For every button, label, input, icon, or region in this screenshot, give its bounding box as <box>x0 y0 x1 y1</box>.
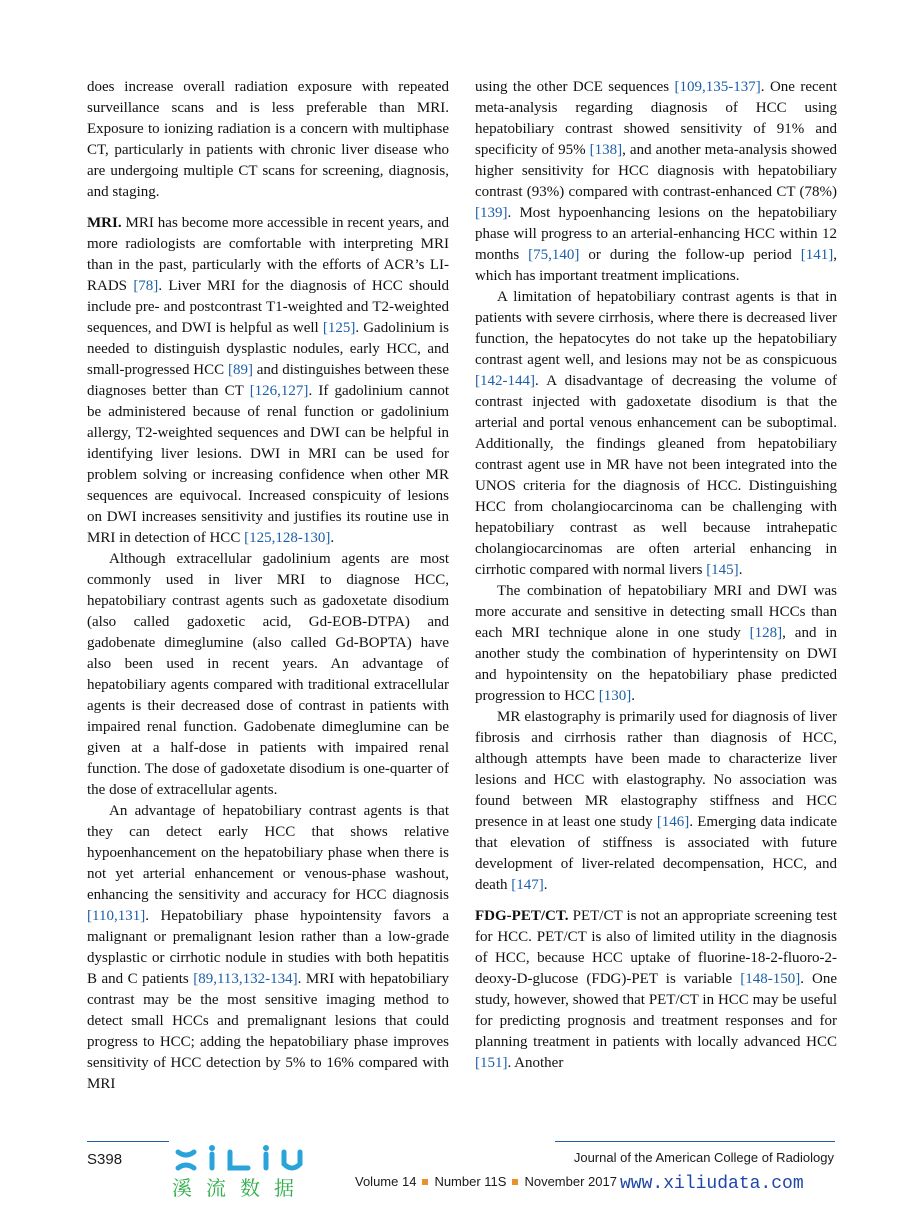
body-text: . A disadvantage of decreasing the volume of contrast injected with gadoxetate disodium is that the arterial and portal venous enhancement can be suboptimal. Additionally, the findings gleaned from hepatobiliary contrast agent use in MR have not been integrated into the UNOS criteria for the diagnosis of HCC. Distinguishing HCC from cholangiocarcinoma can be challenging with hepatobiliary contrast as well because intrahepatic cholangiocarcinomas are often arterial enhancing in cirrhotic compared with normal livers <box>475 373 837 578</box>
citation-link[interactable]: [130] <box>598 688 632 704</box>
right-column <box>475 77 837 1074</box>
body-text: An advantage of hepatobiliary contrast agents is that they can detect early HCC that shows relative hypoenhancement on the hepatobiliary phase when there is not yet arterial enhancement or venous-phase washout, enhancing the sensitivity and accuracy for HCC diagnosis <box>87 803 449 903</box>
body-text: . Gadolinium is needed to distinguish dysplastic nodules, early HCC, and small-progressed HCC <box>87 320 449 378</box>
body-text: MR elastography is primarily used for diagnosis of liver fibrosis and cirrhosis rather than diagnosis of HCC, although attempts have been made to characterize liver lesions and HCC with elastography. No association was found between MR elastography stiffness and HCC presence in at least one study <box>475 709 837 830</box>
body-text: using the other DCE sequences <box>475 79 675 95</box>
left-column <box>87 77 449 1095</box>
watermark-logo-cn: 溪流数据 <box>172 1176 308 1200</box>
body-text: . If gadolinium cannot be administered because of renal function or gadolinium allergy, T2-weighted sequences and DWI can be helpful in identifying liver lesions. DWI in MRI can be used for problem solving or increasing confidence when other MR sequences are equivocal. Increased conspicuity of lesions on DWI increases sensitivity and justifies its routine use in MRI in detection of HCC <box>87 383 449 546</box>
body-text: , and in another study the combination of hyperintensity on DWI and hypointensity on the hepatobiliary phase predicted progression to HCC <box>475 625 838 704</box>
citation-link[interactable]: [147] <box>511 877 544 893</box>
number-label: Number 11S <box>434 1174 507 1189</box>
citation-link[interactable]: [109,135-137] <box>674 79 761 95</box>
body-text: A limitation of hepatobiliary contrast agents is that in patients with severe cirrhosis, where there is decreased liver function, the hepatocytes do not take up the hepatobiliary contrast agent well, and lesions may not be as conspicuous <box>475 289 837 368</box>
body-text: . <box>543 877 548 893</box>
paragraph <box>475 287 837 581</box>
footer-rule-left <box>87 1141 169 1142</box>
date-label: November 2017 <box>524 1174 617 1189</box>
paragraph <box>87 213 449 549</box>
body-text: does increase overall radiation exposure with repeated surveillance scans and is less preferable than MRI. Exposure to ionizing radiation is a concern with multiphase CT, particularly in patients with chronic liver disease who are undergoing multiple CT scans for screening, diagnosis, and staging. <box>87 79 449 200</box>
body-text: Although extracellular gadolinium agents are most commonly used in liver MRI to diagnose HCC, hepatobiliary contrast agents such as gadoxetate disodium (also called gadoxetic acid, Gd-EOB-DTPA) and gadobenate dimeglumine (also called Gd-BOPTA) have also been used in recent years. An advantage of hepatobiliary agents compared with traditional extracellular agents is their decreased dose of contrast in patients with impaired renal function. Gadobenate dimeglumine can be given at a half-dose in patients with impaired renal function. The dose of gadoxetate disodium is one-quarter of the dose of extracellular agents. <box>87 551 449 798</box>
body-text: . One study, however, showed that PET/CT in HCC may be useful for predicting prognosis and treatment responses and for planning treatment in patients with locally advanced HCC <box>475 971 837 1050</box>
section-heading: FDG-PET/CT. <box>475 908 569 924</box>
citation-link[interactable]: [89] <box>227 362 253 378</box>
section-heading: MRI. <box>87 215 122 231</box>
body-text: and distinguishes between these diagnoses better than CT <box>87 362 449 399</box>
body-text: . Liver MRI for the diagnosis of HCC should include pre- and postcontrast T1-weighted and T2-weighted sequences, and DWI is helpful as well <box>87 278 449 336</box>
citation-link[interactable]: [146] <box>656 814 690 830</box>
paragraph <box>87 549 449 801</box>
citation-link[interactable]: [139] <box>475 205 508 221</box>
watermark-url: www.xiliudata.com <box>620 1174 804 1194</box>
journal-title: Journal of the American College of Radiology <box>573 1150 834 1165</box>
citation-link[interactable]: [110,131] <box>87 908 146 924</box>
citation-link[interactable]: [145] <box>706 562 739 578</box>
page-number: S398 <box>87 1151 123 1168</box>
body-text: The combination of hepatobiliary MRI and DWI was more accurate and sensitive in detecting small HCCs than each MRI technique alone in one study <box>475 583 837 641</box>
citation-link[interactable]: [75,140] <box>528 247 580 263</box>
citation-link[interactable]: [125,128-130] <box>244 530 331 546</box>
citation-link[interactable]: [128] <box>749 625 783 641</box>
body-text: , which has important treatment implications. <box>475 247 837 284</box>
paragraph <box>475 707 837 896</box>
body-text: . One recent meta-analysis regarding diagnosis of HCC using hepatobiliary contrast showed sensitivity of 91% and specificity of 95% <box>475 79 837 158</box>
paragraph <box>87 77 449 203</box>
body-text: . Another <box>507 1055 564 1071</box>
paragraph <box>475 906 837 1074</box>
citation-link[interactable]: [89,113,132-134] <box>193 971 298 987</box>
citation-link[interactable]: [138] <box>589 142 623 158</box>
separator-square-icon <box>512 1179 518 1185</box>
citation-link[interactable]: [125] <box>322 320 356 336</box>
citation-link[interactable]: [141] <box>800 247 834 263</box>
body-text: . <box>631 688 635 704</box>
citation-link[interactable]: [78] <box>133 278 159 294</box>
paragraph <box>87 801 449 1095</box>
body-text: . <box>738 562 743 578</box>
citation-link[interactable]: [142-144] <box>475 373 535 389</box>
citation-link[interactable]: [148-150] <box>740 971 801 987</box>
body-text: . Most hypoenhancing lesions on the hepatobiliary phase will progress to an arterial-enhancing HCC within 12 months <box>475 205 837 263</box>
citation-link[interactable]: [151] <box>475 1055 508 1071</box>
body-text: PET/CT is not an appropriate screening test for HCC. PET/CT is also of limited utility in the diagnosis of HCC, because HCC uptake of fluorine-18-2-fluoro-2-deoxy-D-glucose (FDG)-PET is variable <box>475 908 837 987</box>
body-text: . <box>330 530 335 546</box>
body-text: MRI has become more accessible in recent years, and more radiologists are comfortable with interpreting MRI than in the past, particularly with the efforts of ACR’s LI-RADS <box>87 215 449 294</box>
body-text: or during the follow-up period <box>579 247 801 263</box>
body-text: , and another meta-analysis showed higher sensitivity for HCC diagnosis with hepatobiliary contrast (93%) compared with contrast-enhanced CT (78%) <box>475 142 838 200</box>
citation-link[interactable]: [126,127] <box>249 383 309 399</box>
volume-label: Volume 14 <box>355 1174 417 1189</box>
paragraph <box>475 77 837 287</box>
body-text: . MRI with hepatobiliary contrast may be the most sensitive imaging method to detect small HCCs and premalignant lesions that could progress to HCC; adding the hepatobiliary phase improves sensitivity of HCC detection by 5% to 16% compared with MRI <box>87 971 449 1092</box>
body-text: . Emerging data indicate that elevation of stiffness is associated with future development of liver-related decompensation, HCC, and death <box>475 814 837 893</box>
footer-rule-right <box>555 1141 835 1142</box>
paragraph <box>475 581 837 707</box>
body-text: . Hepatobiliary phase hypointensity favors a malignant or premalignant lesion rather than a low-grade dysplastic or cirrhotic nodule in studies with both hepatitis B and C patients <box>87 908 449 987</box>
separator-square-icon <box>422 1179 428 1185</box>
issue-line <box>355 1174 617 1189</box>
